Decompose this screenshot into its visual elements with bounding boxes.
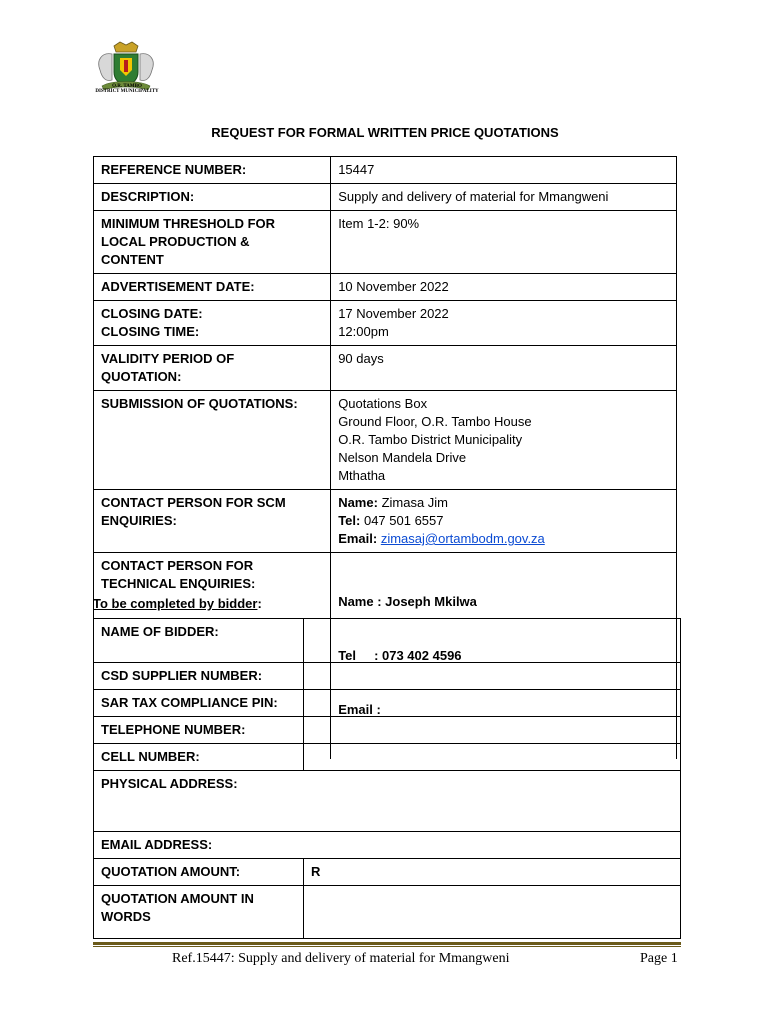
physical-address-field[interactable]	[94, 771, 681, 832]
amount-in-words-label: QUOTATION AMOUNT IN WORDS	[94, 886, 304, 939]
page-number: Page 1	[640, 951, 678, 966]
closing-label: CLOSING DATE: CLOSING TIME:	[94, 301, 331, 346]
bidder-name-field[interactable]	[304, 619, 681, 663]
reference-label: REFERENCE NUMBER:	[94, 157, 331, 184]
table-row	[94, 717, 681, 744]
technical-contact-label: CONTACT PERSON FOR TECHNICAL ENQUIRIES:	[94, 553, 331, 760]
submission-label: SUBMISSION OF QUOTATIONS:	[94, 391, 331, 490]
scm-contact-label: CONTACT PERSON FOR SCM ENQUIRIES:	[94, 490, 331, 553]
sar-tax-pin-field[interactable]	[304, 690, 681, 717]
amount-in-words-field[interactable]	[304, 886, 681, 939]
logo-caption: O.R. TAMBO DISTRICT MUNICIPALITY	[95, 84, 159, 94]
scm-contact-value: Name: Zimasa Jim Tel: 047 501 6557 Email: zimasaj@ortambodm.gov.za	[331, 490, 677, 553]
advertisement-date-label: ADVERTISEMENT DATE:	[94, 274, 331, 301]
bidder-name-label: NAME OF BIDDER:	[94, 619, 304, 663]
table-row	[94, 744, 681, 771]
table-row	[94, 301, 677, 346]
table-row	[94, 859, 681, 886]
table-row	[94, 832, 681, 859]
footer-reference: Ref.15447: Supply and delivery of material for Mmangweni	[172, 951, 510, 966]
telephone-label: TELEPHONE NUMBER:	[94, 717, 304, 744]
quotation-amount-label: QUOTATION AMOUNT:	[94, 859, 304, 886]
technical-contact-value: Name : Joseph Mkilwa Tel : 073 402 4596 Email :	[331, 553, 677, 760]
cell-number-label: CELL NUMBER:	[94, 744, 304, 771]
table-row	[94, 690, 681, 717]
table-row	[94, 274, 677, 301]
cell-number-field[interactable]	[304, 744, 681, 771]
bidder-details-table	[93, 618, 681, 939]
table-row	[94, 391, 677, 490]
threshold-value: Item 1-2: 90%	[331, 211, 677, 274]
table-row	[94, 211, 677, 274]
closing-value: 17 November 2022 12:00pm	[331, 301, 677, 346]
page-title: REQUEST FOR FORMAL WRITTEN PRICE QUOTATIONS	[211, 125, 559, 140]
table-row	[94, 663, 681, 690]
reference-value: 15447	[331, 157, 677, 184]
footer-rule	[93, 942, 681, 945]
footer-rule-thin	[93, 946, 681, 947]
table-row	[94, 346, 677, 391]
email-address-field[interactable]	[94, 832, 681, 859]
email-address-label: EMAIL ADDRESS:	[101, 837, 213, 852]
physical-address-label: PHYSICAL ADDRESS:	[101, 776, 238, 791]
csd-supplier-label: CSD SUPPLIER NUMBER:	[94, 663, 304, 690]
table-row	[94, 157, 677, 184]
threshold-label: MINIMUM THRESHOLD FOR LOCAL PRODUCTION & CONTENT	[94, 211, 331, 274]
table-row	[94, 619, 681, 663]
table-row	[94, 490, 677, 553]
bidder-section-heading: To be completed by bidder:	[93, 596, 262, 611]
scm-email-link[interactable]: zimasaj@ortambodm.gov.za	[380, 531, 545, 546]
table-row	[94, 184, 677, 211]
submission-address: Quotations Box Ground Floor, O.R. Tambo House O.R. Tambo District Municipality Nelson Mandela Drive Mthatha	[331, 391, 677, 490]
telephone-field[interactable]	[304, 717, 681, 744]
csd-supplier-field[interactable]	[304, 663, 681, 690]
table-row	[94, 771, 681, 832]
table-row	[94, 886, 681, 939]
description-label: DESCRIPTION:	[94, 184, 331, 211]
description-value: Supply and delivery of material for Mmangweni	[331, 184, 677, 211]
validity-label: VALIDITY PERIOD OF QUOTATION:	[94, 346, 331, 391]
quotation-amount-field[interactable]: R	[304, 859, 681, 886]
validity-value: 90 days	[331, 346, 677, 391]
sar-tax-pin-label: SAR TAX COMPLIANCE PIN:	[94, 690, 304, 717]
advertisement-date-value: 10 November 2022	[331, 274, 677, 301]
